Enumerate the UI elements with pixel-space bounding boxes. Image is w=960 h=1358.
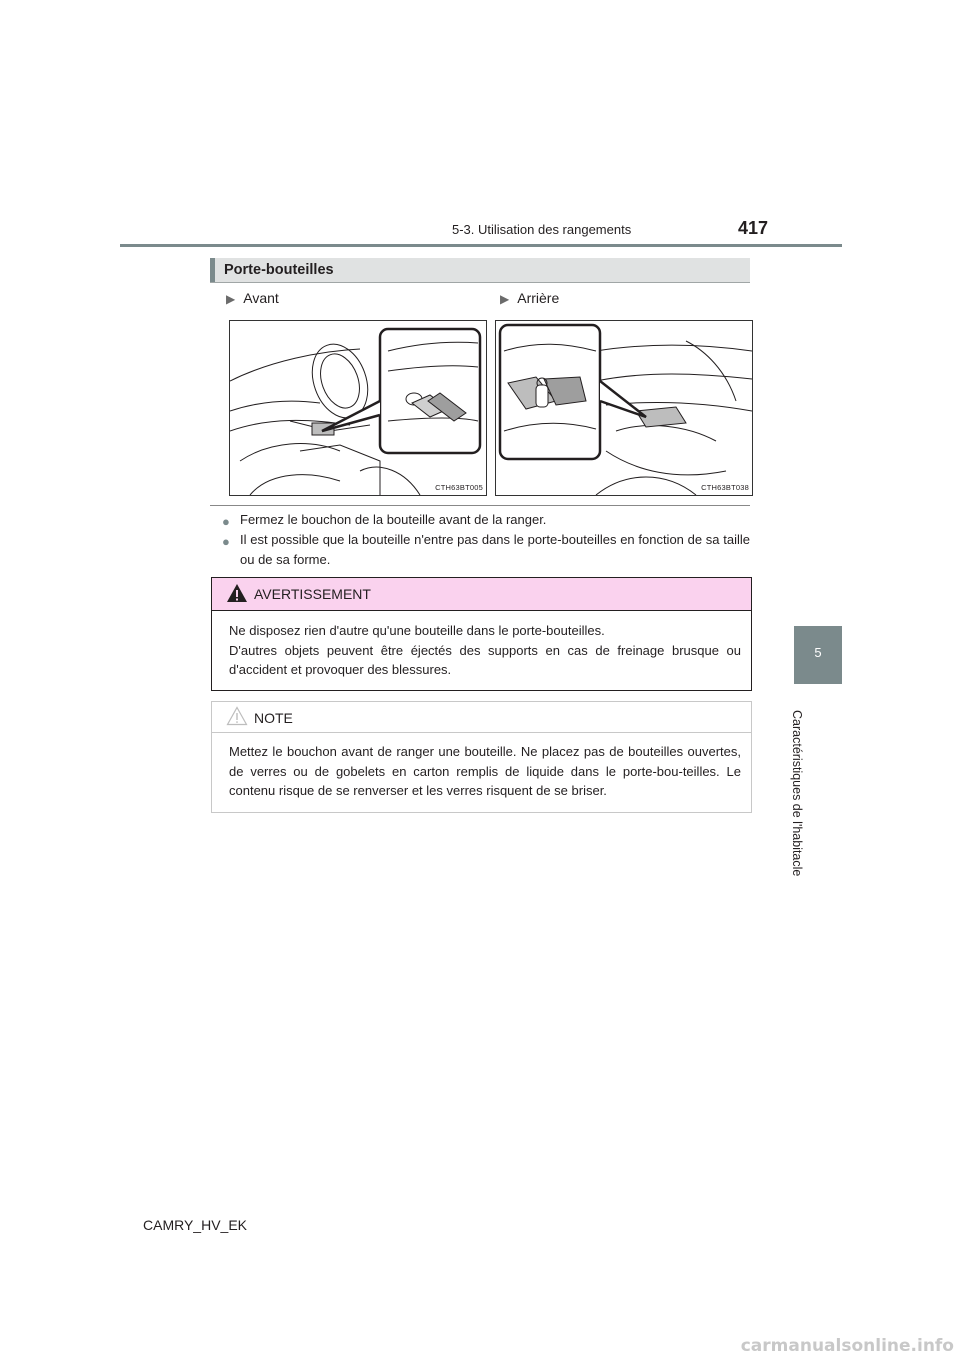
header-section-title: 5-3. Utilisation des rangements: [452, 222, 632, 237]
warning-header: [212, 578, 751, 611]
note-body: Mettez le bouchon avant de ranger une bouteille. Ne placez pas de bouteilles ouvertes, de verres ou de gobelets en carton remplis de liquide dans le porte-bou-teilles. Le contenu risque de se renverser et les verres risquent de se briser.: [229, 744, 741, 798]
note-box: [211, 701, 752, 813]
note-title: NOTE: [254, 710, 293, 726]
note-header: [212, 702, 751, 733]
header-rule: [120, 244, 842, 247]
bullet-text: Fermez le bouchon de la bouteille avant de la ranger.: [240, 512, 547, 527]
page-number: 417: [738, 218, 769, 238]
triangle-right-icon: ▶: [226, 292, 236, 306]
triangle-right-icon: ▶: [500, 292, 510, 306]
section-heading: [210, 258, 750, 283]
bullet-item: [222, 530, 750, 570]
footer-model-code: CAMRY_HV_EK: [143, 1217, 248, 1233]
illustration-front-bottle-holder: [229, 320, 487, 496]
chapter-title-vertical: [790, 710, 824, 877]
illustration-code-front: CTH63BT005: [435, 483, 483, 492]
separator-rule: [210, 505, 750, 506]
chapter-tab: 5: [794, 626, 842, 684]
bullet-text: Il est possible que la bouteille n'entre pas dans le porte-bouteilles en fonction de sa taille ou de sa forme.: [240, 532, 750, 567]
view-label-front: [226, 290, 279, 306]
bullet-item: [222, 510, 750, 530]
warning-line: D'autres objets peuvent être éjectés des supports en cas de freinage brusque ou d'accident et provoquer des blessures.: [229, 642, 741, 677]
view-label-rear: [500, 290, 559, 306]
illustration-rear-bottle-holder: [495, 320, 753, 496]
illustration-code-rear: CTH63BT038: [701, 483, 749, 492]
view-label-rear-text: Arrière: [517, 290, 560, 306]
view-label-front-text: Avant: [243, 290, 279, 306]
chapter-title-text: Caractéristiques de l'habitacle: [790, 710, 804, 877]
warning-box: [211, 577, 752, 691]
watermark: [688, 1332, 960, 1358]
warning-triangle-icon: [226, 583, 248, 608]
watermark-text: carmanualsonline.info: [740, 1336, 954, 1356]
warning-title: AVERTISSEMENT: [254, 586, 371, 602]
caution-outline-icon: [226, 706, 248, 731]
warning-line: Ne disposez rien d'autre qu'une bouteille dans le porte-bouteilles.: [229, 623, 605, 638]
bullet-dot-icon: ●: [222, 534, 230, 549]
section-heading-bar: [210, 258, 215, 282]
warning-body: [229, 621, 741, 680]
bullet-dot-icon: ●: [222, 514, 230, 529]
section-heading-text: Porte-bouteilles: [224, 262, 334, 278]
